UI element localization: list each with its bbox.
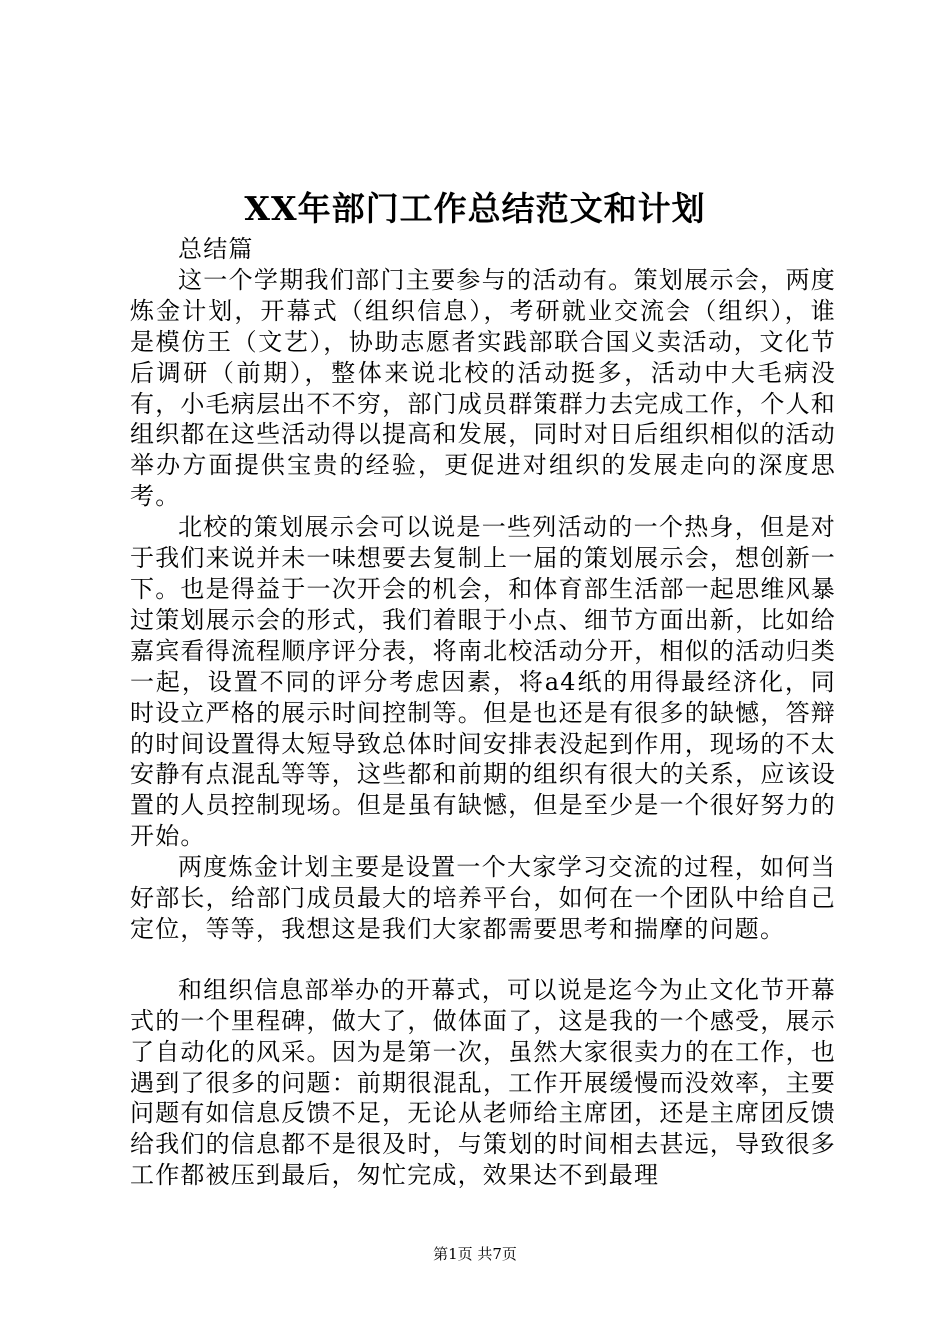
paragraph: 这一个学期我们部门主要参与的活动有。策划展示会，两度炼金计划，开幕式（组织信息），考研就业交流会（组织），谁是模仿王（文艺），协助志愿者实践部联合国义卖活动，文化节后调研（前期），整体来说北校的活动挺多，活动中大毛病没有，小毛病层出不不穷，部门成员群策群力去完成工作，个人和组织都在这些活动得以提高和发展，同时对日后组织相似的活动举办方面提供宝贵的经验，更促进对组织的发展走向的深度思考。	[130, 265, 836, 511]
page-footer: 第1页 共7页	[433, 1245, 517, 1263]
section-heading: 总结篇	[178, 235, 254, 263]
document-title: XX年部门工作总结范文和计划	[244, 189, 706, 228]
paragraph: 两度炼金计划主要是设置一个大家学习交流的过程，如何当好部长，给部门成员最大的培养平台，如何在一个团队中给自己定位，等等，我想这是我们大家都需要思考和揣摩的问题。	[130, 853, 836, 943]
paragraph: 北校的策划展示会可以说是一些列活动的一个热身，但是对于我们来说并未一味想要去复制上一届的策划展示会，想创新一下。也是得益于一次开会的机会，和体育部生活部一起思维风暴过策划展示会的形式，我们着眼于小点、细节方面出新，比如给嘉宾看得流程顺序评分表，将南北校活动分开，相似的活动归类一起，设置不同的评分考虑因素，将a4纸的用得最经济化，同时设立严格的展示时间控制等。但是也还是有很多的缺憾，答辩的时间设置得太短导致总体时间安排表没起到作用，现场的不太安静有点混乱等等，这些都和前期的组织有很大的关系，应该设置的人员控制现场。但是虽有缺憾，但是至少是一个很好努力的开始。	[130, 513, 836, 851]
document-body	[130, 234, 836, 1191]
paragraph: 和组织信息部举办的开幕式，可以说是迄今为止文化节开幕式的一个里程碑，做大了，做体面了，这是我的一个感受，展示了自动化的风采。因为是第一次，虽然大家很卖力的在工作，也遇到了很多的问题：前期很混乱，工作开展缓慢而没效率，主要问题有如信息反馈不足，无论从老师给主席团，还是主席团反馈给我们的信息都不是很及时，与策划的时间相去甚远，导致很多工作都被压到最后，匆忙完成，效果达不到最理	[130, 975, 836, 1190]
